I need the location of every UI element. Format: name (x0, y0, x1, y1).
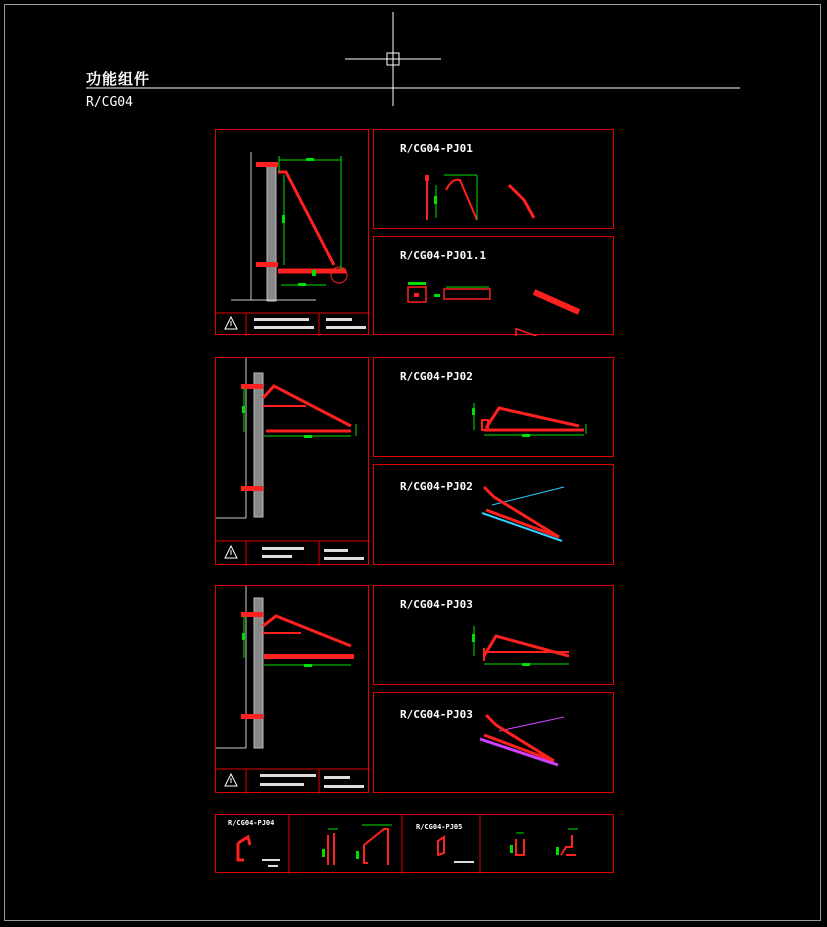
detail-label: R/CG04-PJ04 (228, 819, 275, 827)
detail-label: R/CG04-PJ05 (416, 823, 463, 831)
bracket-elevation-drawing-3 (216, 586, 370, 794)
main-drawing-panel-2[interactable] (215, 357, 369, 565)
warning-icon (225, 317, 237, 329)
detail-drawing (374, 693, 615, 794)
detail-panel-pj02-3d[interactable] (373, 464, 614, 565)
detail-label: R/CG04-PJ02 (400, 370, 473, 383)
warning-icon (225, 546, 237, 558)
detail-label: R/CG04-PJ01.1 (400, 249, 487, 262)
drawing-code: R/CG04 (86, 95, 133, 110)
detail-panel-pj02[interactable] (373, 357, 614, 457)
detail-panel-pj03-3d[interactable] (373, 692, 614, 793)
bottom-parts-drawing (216, 815, 615, 874)
detail-drawing (374, 237, 615, 336)
detail-drawing (374, 358, 615, 458)
page-title: 功能组件 (86, 70, 151, 88)
detail-panel-pj03[interactable] (373, 585, 614, 685)
detail-drawing (374, 130, 615, 230)
bracket-elevation-drawing-1 (216, 130, 370, 336)
warning-icon (225, 774, 237, 786)
detail-panel-pj01[interactable] (373, 129, 614, 229)
bottom-parts-panel[interactable] (215, 814, 614, 873)
detail-panel-pj01-1[interactable] (373, 236, 614, 335)
main-drawing-panel-3[interactable] (215, 585, 369, 793)
main-drawing-panel-1[interactable] (215, 129, 369, 335)
bracket-elevation-drawing-2 (216, 358, 370, 566)
detail-label: R/CG04-PJ03 (400, 708, 473, 721)
detail-drawing (374, 586, 615, 686)
detail-label: R/CG04-PJ01 (400, 142, 473, 155)
detail-label: R/CG04-PJ02 (400, 480, 473, 493)
detail-drawing (374, 465, 615, 566)
detail-label: R/CG04-PJ03 (400, 598, 473, 611)
